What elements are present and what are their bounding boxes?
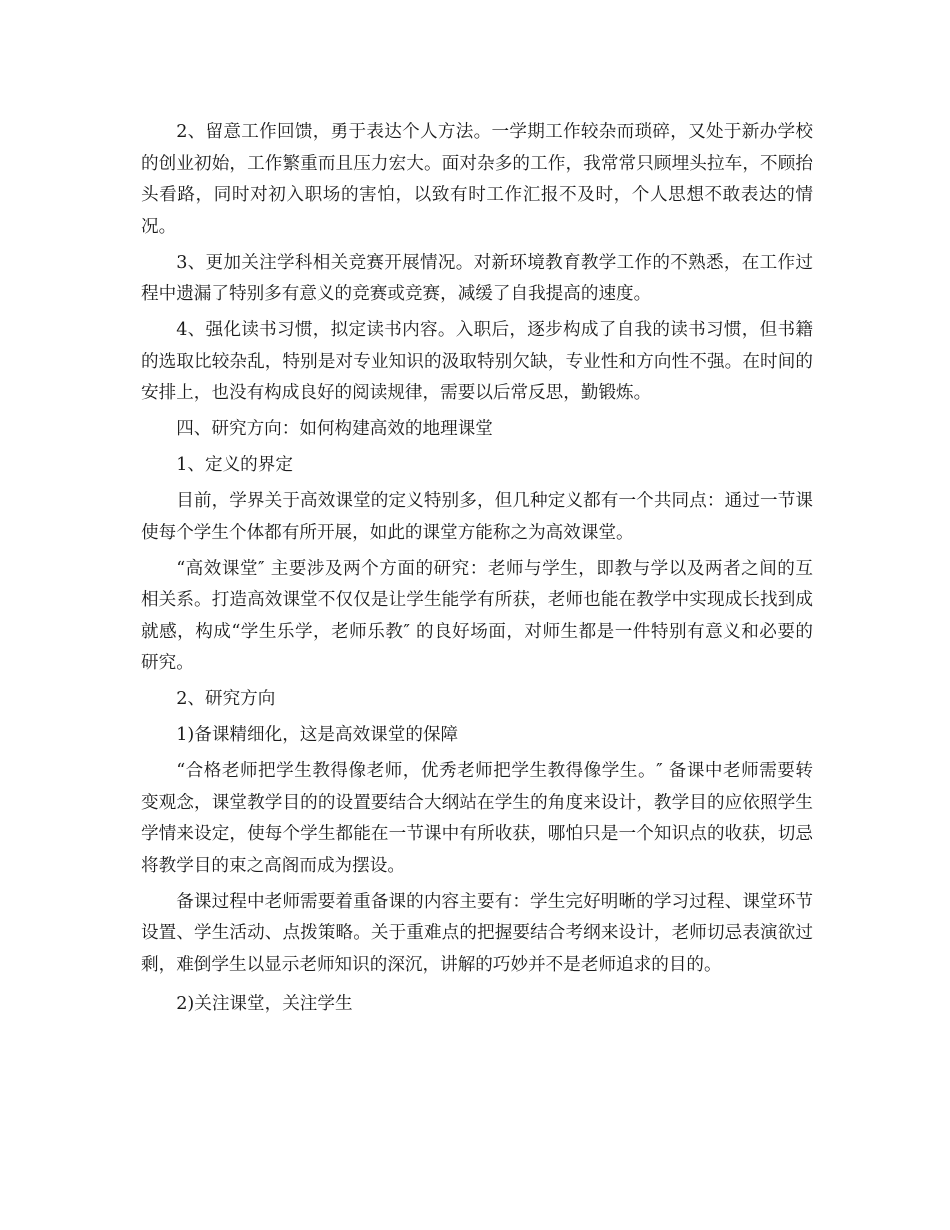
item-lesson-preparation: 1)备课精细化，这是高效课堂的保障: [176, 725, 459, 745]
paragraph-efficient-classroom: “高效课堂″ 主要涉及两个方面的研究：老师与学生，即教与学以及两者之间的互相关系。打造高效课堂不仅仅是让学生能学有所获，老师也能在教学中实现成长找到成就感，构成“学生乐学，老师乐教″ 的良好场面，对师生都是一件特别有意义和必要的研究。: [141, 558, 813, 673]
subheading-definition: 1、定义的界定: [176, 455, 293, 475]
item-focus-on-classroom: 2)关注课堂，关注学生: [176, 994, 353, 1014]
paragraph-definition: 目前，学界关于高效课堂的定义特别多，但几种定义都有一个共同点：通过一节课使每个学生个体都有所开展，如此的课堂方能称之为高效课堂。: [141, 491, 813, 543]
paragraph-qualified-teacher: “合格老师把学生教得像老师，优秀老师把学生教得像学生。″ 备课中老师需要转变观念，课堂教学目的的设置要结合大纲站在学生的角度来设计，教学目的应依照学生学情来设定，使每个学生都能在一节课中有所收获，哪怕只是一个知识点的收获，切忌将教学目的束之高阁而成为摆设。: [141, 761, 813, 876]
paragraph-preparation-process: 备课过程中老师需要着重备课的内容主要有：学生完好明晰的学习过程、课堂环节设置、学生活动、点拨策略。关于重难点的把握要结合考纲来设计，老师切忌表演欲过剩，难倒学生以显示老师知识的深沉，讲解的巧妙并不是老师追求的目的。: [141, 891, 813, 975]
paragraph-competitions: 3、更加关注学科相关竞赛开展情况。对新环境教育教学工作的不熟悉，在工作过程中遗漏了特别多有意义的竞赛或竞赛，减缓了自我提高的速度。: [141, 252, 813, 304]
paragraph-reading-habits: 4、强化读书习惯，拟定读书内容。入职后，逐步构成了自我的读书习惯，但书籍的选取比较杂乱，特别是对专业知识的汲取特别欠缺，专业性和方向性不强。在时间的安排上，也没有构成良好的阅读规律，需要以后常反思，勤锻炼。: [141, 320, 813, 403]
subheading-research-direction: 2、研究方向: [176, 689, 276, 709]
section-heading-research-direction: 四、研究方向：如何构建高效的地理课堂: [176, 419, 493, 439]
paragraph-feedback: 2、留意工作回馈，勇于表达个人方法。一学期工作较杂而琐碎，又处于新办学校的创业初始，工作繁重而且压力宏大。面对杂多的工作，我常常只顾埋头拉车，不顾抬头看路，同时对初入职场的害怕，以致有时工作汇报不及时，个人思想不敢表达的情况。: [141, 122, 813, 237]
document-page: [141, 117, 813, 1025]
